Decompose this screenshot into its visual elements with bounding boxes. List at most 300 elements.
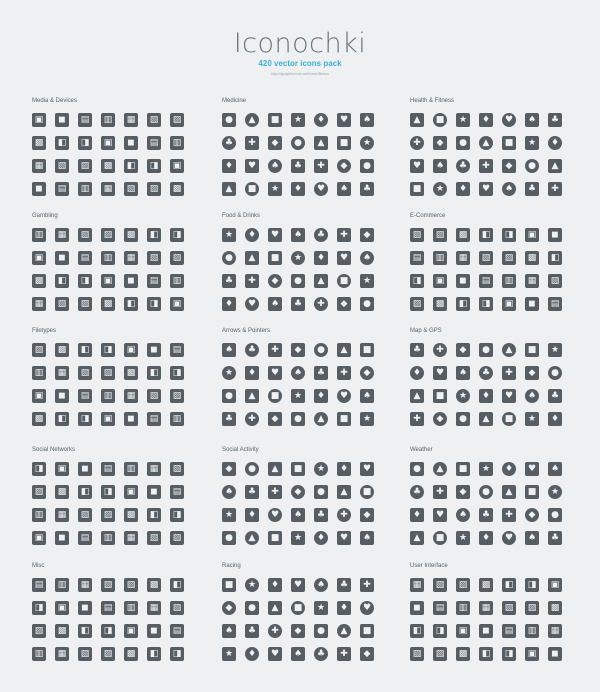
- copy-icon: ▲: [245, 531, 259, 545]
- bed-icon: ●: [548, 366, 562, 380]
- circle-download-icon: ♥: [337, 389, 351, 403]
- section-title: Arrows & Pointers: [222, 328, 271, 334]
- wind-icon: ▲: [410, 531, 424, 545]
- register-icon: ◧: [479, 228, 493, 242]
- file-gif-icon: ▧: [78, 366, 92, 380]
- meditation-icon: ■: [502, 136, 516, 150]
- cassette-icon: ▥: [55, 578, 69, 592]
- moon-icon: ♣: [410, 485, 424, 499]
- icon-grid: [32, 462, 192, 545]
- wallet-icon: ◼: [548, 228, 562, 242]
- section-e-commerce: [410, 212, 570, 311]
- tooth-icon: ■: [268, 113, 282, 127]
- icon-grid: [410, 228, 570, 311]
- wc-icon: ♠: [525, 389, 539, 403]
- euro-icon: ▨: [502, 251, 516, 265]
- airplane-icon: ♦: [410, 366, 424, 380]
- motorbike-icon: ♦: [245, 647, 259, 661]
- fuel-icon: ▲: [268, 601, 282, 615]
- section-title: Health & Fitness: [410, 98, 455, 104]
- icon-grid: [410, 113, 570, 196]
- die-four-icon: ▣: [101, 274, 115, 288]
- cup-pin-icon: ◆: [525, 366, 539, 380]
- treadmill-icon: ♦: [548, 136, 562, 150]
- inbox-icon: ▤: [502, 624, 516, 638]
- bullhorn-icon: ▦: [147, 601, 161, 615]
- night-rain-icon: ●: [479, 485, 493, 499]
- circle-right-icon: ▲: [245, 389, 259, 403]
- palette-icon: ◨: [32, 601, 46, 615]
- cards-icon: ◧: [147, 228, 161, 242]
- scissors-icon: ◨: [525, 578, 539, 592]
- gamepad-icon: ▧: [147, 113, 161, 127]
- megaphone-icon: ▲: [268, 462, 282, 476]
- vimeo-icon: ▣: [124, 485, 138, 499]
- icon-grid: [32, 113, 192, 196]
- rain-icon: ▲: [502, 485, 516, 499]
- ice-cream-icon: ◆: [268, 274, 282, 288]
- timer-racing-icon: ✚: [268, 624, 282, 638]
- layout-icon: ◧: [410, 624, 424, 638]
- align-right-icon: ▩: [456, 647, 470, 661]
- coins-icon: ▩: [101, 297, 115, 311]
- tag-icon: ◼: [147, 624, 161, 638]
- file-exe-icon: ▤: [147, 412, 161, 426]
- chat-icon: ■: [291, 462, 305, 476]
- keyboard-icon: ▥: [78, 182, 92, 196]
- swimmer-icon: ■: [433, 113, 447, 127]
- hail-icon: ♥: [433, 508, 447, 522]
- calendar-24-icon: ▧: [101, 578, 115, 592]
- ribbon-icon: ♦: [314, 113, 328, 127]
- heart-outline-icon: ♣: [245, 485, 259, 499]
- speech-icon: ♠: [337, 182, 351, 196]
- facebook-icon: ◨: [32, 462, 46, 476]
- magnet-icon: ◨: [101, 624, 115, 638]
- rewind-icon: ■: [337, 412, 351, 426]
- clover-icon: ▩: [32, 274, 46, 288]
- youtube-icon: ▩: [55, 485, 69, 499]
- section-title: User Interface: [410, 563, 448, 569]
- icon-grid: [410, 578, 570, 661]
- pointer-hand-icon: ◆: [291, 343, 305, 357]
- receipt-icon: ▦: [456, 251, 470, 265]
- steering-icon: ■: [360, 624, 374, 638]
- icon-grid: [222, 462, 382, 545]
- cheese-icon: ■: [337, 274, 351, 288]
- section-arrows-pointers: [222, 327, 382, 426]
- bottle-water-icon: ♣: [456, 159, 470, 173]
- umbrella-icon: ★: [456, 531, 470, 545]
- file-psd-icon: ▨: [101, 366, 115, 380]
- partly-cloudy-icon: ★: [479, 462, 493, 476]
- calculator-misc-icon: ▦: [55, 647, 69, 661]
- chevron-right-icon: ✚: [245, 412, 259, 426]
- list-icon: ♠: [433, 159, 447, 173]
- shop-pin-icon: ★: [456, 389, 470, 403]
- dollar-icon: ▧: [479, 251, 493, 265]
- bag-icon: ▩: [456, 228, 470, 242]
- towel-icon: ✚: [548, 182, 562, 196]
- muffin-icon: ♥: [337, 251, 351, 265]
- triangle-left-icon: ✚: [337, 366, 351, 380]
- coin-icon: ▤: [548, 297, 562, 311]
- die-five-icon: ◼: [124, 274, 138, 288]
- race-car-icon: ★: [222, 647, 236, 661]
- kart-icon: ♥: [268, 647, 282, 661]
- page-subtitle: 420 vector icons pack: [258, 59, 342, 68]
- driver-icon: ●: [245, 601, 259, 615]
- music-note-icon: ▤: [147, 136, 161, 150]
- section-filetypes: [32, 327, 192, 426]
- pin-icon: ▲: [410, 389, 424, 403]
- drop-weather-icon: ♠: [456, 508, 470, 522]
- columns-icon: ◨: [433, 624, 447, 638]
- refresh-icon: ♦: [314, 389, 328, 403]
- weights-icon: ♠: [502, 182, 516, 196]
- bell-icon: ▥: [32, 647, 46, 661]
- cursor-icon: ♠: [222, 343, 236, 357]
- clipboard-icon: ★: [360, 136, 374, 150]
- flask-icon: ■: [245, 182, 259, 196]
- mouse-icon: ▩: [170, 182, 184, 196]
- users-icon: ▲: [337, 485, 351, 499]
- skype-icon: ▧: [78, 508, 92, 522]
- circle-left-icon: ●: [222, 389, 236, 403]
- coffee-icon: ♣: [222, 274, 236, 288]
- bottle-icon: ✚: [245, 136, 259, 150]
- profile-card-icon: ▨: [78, 159, 92, 173]
- camera-icon: ▥: [101, 113, 115, 127]
- kettlebell-icon: ♥: [502, 113, 516, 127]
- triangle-right-icon: ◆: [360, 366, 374, 380]
- snowflake-icon: ♣: [479, 508, 493, 522]
- dumbbell-icon: ♦: [479, 113, 493, 127]
- laptop-icon: ◨: [78, 136, 92, 150]
- calendar-23-icon: ▦: [78, 578, 92, 592]
- basket-icon: ◧: [456, 297, 470, 311]
- track-icon: ♠: [222, 624, 236, 638]
- file-mp4-icon: ▦: [124, 389, 138, 403]
- rss-icon: ▧: [170, 462, 184, 476]
- circle-up-icon: ■: [268, 389, 282, 403]
- file-rar-icon: ▤: [170, 343, 184, 357]
- myspace-icon: ◨: [170, 508, 184, 522]
- lock-pin-icon: ♥: [502, 389, 516, 403]
- drop-icon: ♣: [222, 136, 236, 150]
- section-title: Media & Devices: [32, 98, 78, 104]
- path-icon: ♦: [548, 412, 562, 426]
- supplement-icon: ♠: [525, 113, 539, 127]
- twitter-icon: ▣: [55, 462, 69, 476]
- heartbeat-icon: ▲: [222, 182, 236, 196]
- wine-bottle-icon: ▲: [314, 274, 328, 288]
- align-left-icon: ▧: [410, 647, 424, 661]
- thermometer-weather-icon: ♦: [502, 462, 516, 476]
- file-dmg-icon: ▥: [170, 412, 184, 426]
- diamond-icon: ▥: [101, 251, 115, 265]
- section-gambling: [32, 212, 192, 311]
- calculator-icon: ▣: [525, 228, 539, 242]
- double-left-icon: ●: [291, 412, 305, 426]
- section-map-gps: [410, 327, 570, 426]
- monitor-icon: ▤: [78, 113, 92, 127]
- folder-icon: ▦: [479, 601, 493, 615]
- no-food-icon: ▲: [479, 136, 493, 150]
- pen-icon: ▦: [410, 578, 424, 592]
- syringe-icon: ▲: [245, 113, 259, 127]
- circle-down-icon: ★: [291, 389, 305, 403]
- die-three-icon: ◨: [78, 274, 92, 288]
- diamond-gem-icon: ▧: [170, 601, 184, 615]
- dealer-icon: ▦: [32, 297, 46, 311]
- file-pdf-icon: ▩: [55, 343, 69, 357]
- section-user-interface: [410, 562, 570, 661]
- file-mp3-icon: ▣: [32, 389, 46, 403]
- capsule-icon: ♥: [245, 159, 259, 173]
- save-icon: ◼: [410, 601, 424, 615]
- file-php-icon: ◨: [78, 412, 92, 426]
- recycle-icon: ♣: [314, 366, 328, 380]
- soccer-ball-icon: ▲: [410, 113, 424, 127]
- text-tool-icon: ▩: [548, 601, 562, 615]
- ball-icon: ▲: [548, 159, 562, 173]
- search-icon: ▩: [433, 297, 447, 311]
- beer-icon: ●: [291, 274, 305, 288]
- pound-icon: ▩: [525, 251, 539, 265]
- wind-sock-icon: ■: [433, 531, 447, 545]
- location-pin-icon: ♠: [291, 508, 305, 522]
- film-icon: ▦: [124, 113, 138, 127]
- hourglass-icon: ▧: [78, 647, 92, 661]
- truck-icon: ▨: [410, 297, 424, 311]
- navigation-icon: ✚: [433, 343, 447, 357]
- roast-chicken-icon: ♦: [245, 228, 259, 242]
- horseshoe-icon: ◨: [170, 228, 184, 242]
- clapperboard-icon: ◼: [124, 136, 138, 150]
- temperature-icon: ♥: [502, 531, 516, 545]
- dice-icon: ▣: [170, 297, 184, 311]
- baguette-icon: ♠: [360, 251, 374, 265]
- section-medicine: [222, 97, 382, 196]
- medical-case-icon: ●: [222, 113, 236, 127]
- road-icon: ♠: [291, 647, 305, 661]
- trophy-icon: ♥: [479, 182, 493, 196]
- stethoscope-alt-icon: ◆: [337, 159, 351, 173]
- bicycle-icon: ★: [525, 136, 539, 150]
- ticket-icon: ▤: [170, 624, 184, 638]
- flickr-icon: ◧: [78, 485, 92, 499]
- sale-icon: ▣: [502, 297, 516, 311]
- screen-icon: ▣: [101, 136, 115, 150]
- printer-ui-icon: ▥: [525, 624, 539, 638]
- file-swf-icon: ▨: [170, 389, 184, 403]
- camera-small-icon: ◧: [124, 159, 138, 173]
- pizza-icon: ♦: [222, 297, 236, 311]
- section-social-activity: [222, 446, 382, 545]
- fast-forward-icon: ★: [360, 412, 374, 426]
- linkedin-icon: ▥: [124, 462, 138, 476]
- rotate-cw-icon: ♠: [291, 366, 305, 380]
- die-six-icon: ▧: [147, 251, 161, 265]
- fahrenheit-icon: ♠: [548, 462, 562, 476]
- money-bag-icon: ◧: [124, 297, 138, 311]
- gym-icon: ★: [456, 113, 470, 127]
- wheel-icon: ♠: [314, 578, 328, 592]
- scissors-misc-icon: ◨: [170, 647, 184, 661]
- link-icon: ♦: [245, 508, 259, 522]
- yelp-icon: ▥: [32, 508, 46, 522]
- barrier-icon: ♣: [314, 647, 328, 661]
- price-tag-icon: ▣: [433, 274, 447, 288]
- apple-food-icon: ✚: [314, 297, 328, 311]
- medal-icon: ♦: [456, 182, 470, 196]
- briefcase-icon: ▣: [32, 113, 46, 127]
- cloudy-sun-icon: ■: [456, 462, 470, 476]
- palette-food-icon: ♦: [314, 251, 328, 265]
- digg-icon: ▤: [101, 462, 115, 476]
- globe-icon: ▤: [55, 182, 69, 196]
- fork-knife-pin-icon: ✚: [502, 366, 516, 380]
- stumbleupon-icon: ◼: [147, 485, 161, 499]
- icon-grid: [410, 343, 570, 426]
- file-mov-icon: ▥: [101, 389, 115, 403]
- arrow-right-icon: ♦: [245, 366, 259, 380]
- section-racing: [222, 562, 382, 661]
- camera-misc-icon: ▥: [124, 601, 138, 615]
- share-icon: ▧: [147, 531, 161, 545]
- cash-icon: ◨: [479, 297, 493, 311]
- quote-icon: ■: [268, 531, 282, 545]
- id-card-icon: ●: [222, 531, 236, 545]
- search-social-icon: ★: [222, 508, 236, 522]
- section-title: Gambling: [32, 213, 58, 219]
- file-xml-icon: ◼: [124, 412, 138, 426]
- pen-tool-icon: ▩: [479, 578, 493, 592]
- pencil-ui-icon: ▧: [433, 578, 447, 592]
- deviantart-icon: ▩: [124, 508, 138, 522]
- half-moon-icon: ♣: [548, 531, 562, 545]
- rotate-ccw-icon: ♥: [268, 366, 282, 380]
- tennis-icon: ◆: [502, 159, 516, 173]
- medal-racing-icon: ♣: [245, 624, 259, 638]
- target-icon: ▲: [479, 412, 493, 426]
- tape-icon: ●: [456, 136, 470, 150]
- teapot-icon: ★: [222, 228, 236, 242]
- slides-icon: ▦: [101, 182, 115, 196]
- tie-icon: ◧: [147, 647, 161, 661]
- fullscreen-icon: ◼: [548, 647, 562, 661]
- section-food-drinks: [222, 212, 382, 311]
- free-tag-icon: ◼: [456, 274, 470, 288]
- storm-icon: ■: [525, 485, 539, 499]
- sun-bright-icon: ♠: [525, 531, 539, 545]
- scale-icon: ◆: [433, 136, 447, 150]
- cloud-storm-icon: ★: [548, 485, 562, 499]
- waves-icon: ♦: [479, 531, 493, 545]
- gearbox-icon: ★: [314, 601, 328, 615]
- radiation-icon: ♣: [360, 182, 374, 196]
- file-wav-icon: ◼: [55, 389, 69, 403]
- radio-icon: ◼: [55, 113, 69, 127]
- hot-tag-icon: ▥: [502, 274, 516, 288]
- die-two-icon: ◧: [55, 274, 69, 288]
- behance-icon: ◧: [147, 508, 161, 522]
- bandage-icon: ◆: [268, 136, 282, 150]
- file-png-icon: ▦: [55, 366, 69, 380]
- doctor-icon: ♠: [268, 159, 282, 173]
- route-icon: ●: [479, 343, 493, 357]
- user-icon: ✚: [268, 485, 282, 499]
- author-url: http://graphicriver.net/user/Bravo: [271, 71, 329, 76]
- section-title: Social Networks: [32, 447, 76, 453]
- sun-icon: ●: [410, 462, 424, 476]
- section-health-fitness: [410, 97, 570, 196]
- timer-icon: ♣: [525, 182, 539, 196]
- yahoo-icon: ▦: [55, 508, 69, 522]
- align-center-icon: ▨: [433, 647, 447, 661]
- sale-tag-icon: ▦: [525, 274, 539, 288]
- frame-icon: ▨: [525, 601, 539, 615]
- sushi-icon: ♥: [245, 297, 259, 311]
- cloud-moon-icon: ◆: [456, 485, 470, 499]
- section-media-devices: [32, 97, 192, 196]
- star-outline-icon: ◆: [360, 508, 374, 522]
- bowl-icon: ✚: [337, 228, 351, 242]
- grid-icon: ▣: [456, 624, 470, 638]
- dna-icon: ✚: [314, 159, 328, 173]
- spade-icon: ▣: [32, 251, 46, 265]
- move-icon: ◆: [268, 412, 282, 426]
- percent-icon: ▤: [479, 274, 493, 288]
- file-js-icon: ▣: [101, 412, 115, 426]
- signpost-icon: ■: [525, 343, 539, 357]
- puzzle-icon: ◼: [78, 601, 92, 615]
- house-pin-icon: ■: [433, 389, 447, 403]
- stethoscope-icon: ♥: [337, 113, 351, 127]
- section-title: Weather: [410, 447, 433, 453]
- file-xls-icon: ◧: [78, 343, 92, 357]
- tumblr-icon: ◼: [55, 531, 69, 545]
- locate-icon: ●: [456, 412, 470, 426]
- section-title: Medicine: [222, 98, 247, 104]
- person-pin-icon: ★: [548, 343, 562, 357]
- section-title: Food & Drinks: [222, 213, 261, 219]
- user-add-icon: ◆: [291, 485, 305, 499]
- bread-icon: ●: [360, 297, 374, 311]
- compass-icon: ★: [525, 412, 539, 426]
- spade-suit-icon: ▦: [124, 251, 138, 265]
- file-flv-icon: ▧: [147, 389, 161, 403]
- checkered-flag-icon: ■: [222, 578, 236, 592]
- scales-icon: ◼: [525, 297, 539, 311]
- lastfm-icon: ▨: [101, 508, 115, 522]
- bar-sign-icon: ▧: [55, 297, 69, 311]
- eye-chip-icon: ▩: [124, 228, 138, 242]
- user-settings-icon: ■: [360, 485, 374, 499]
- icon-grid: [222, 578, 382, 661]
- fork-knife-icon: ♣: [291, 297, 305, 311]
- browser-window-icon: ▨: [170, 113, 184, 127]
- thumbs-down-icon: ●: [245, 462, 259, 476]
- paint-roller-icon: ▣: [548, 578, 562, 592]
- speaker-icon: ▧: [55, 159, 69, 173]
- phone-icon: ▩: [32, 136, 46, 150]
- section-title: Map & GPS: [410, 328, 442, 334]
- blogger-icon: ▤: [170, 485, 184, 499]
- apple-icon: ♥: [410, 159, 424, 173]
- card-icon: ▨: [101, 228, 115, 242]
